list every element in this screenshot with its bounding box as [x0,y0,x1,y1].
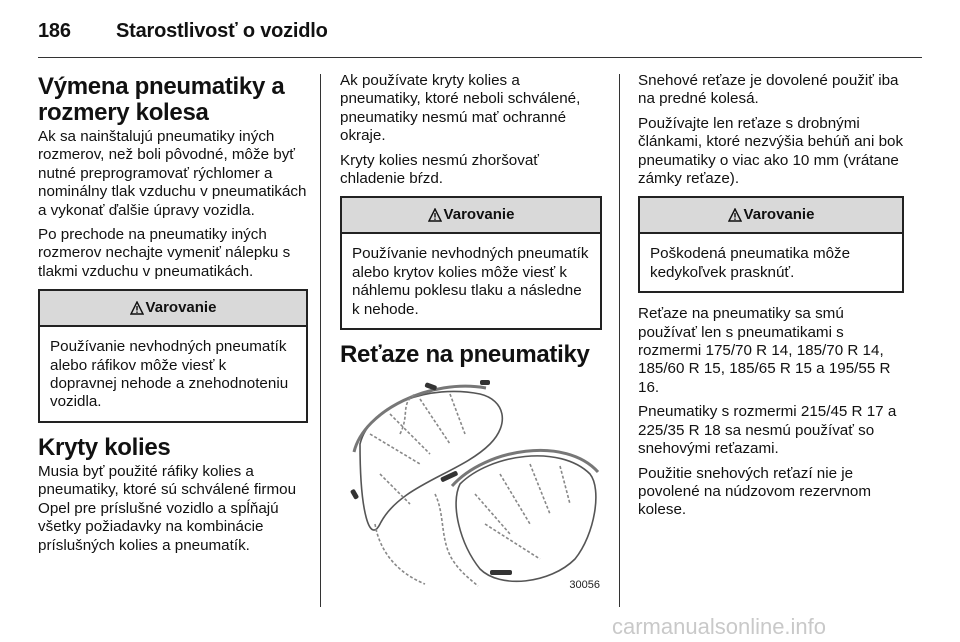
warning-triangle-icon [130,301,144,315]
paragraph: Snehové reťaze je dovolené použiť iba na predné kolesá. [638,72,899,108]
section-heading-snow-chains: Reťaze na pneumatiky [340,341,590,369]
header-rule [38,57,922,58]
page-header [38,16,328,46]
section-heading-wheel-covers: Kryty kolies [38,433,171,461]
warning-text: Poškodená pneumatika môže kedykoľvek prasknúť. [650,245,851,281]
column-1 [38,72,308,561]
warning-title: Varovanie [145,299,217,317]
column-3 [638,72,904,526]
paragraph: Reťaze na pneumatiky sa smú používať len s pneumatikami s rozmermi 175/70 R 14, 185/70 R 14, 185/60 R 15, 185/65 R 15 a 195/55 R 16. [638,305,891,396]
figure-number: 30056 [569,578,600,591]
warning-triangle-icon [428,208,442,222]
warning-title: Varovanie [443,206,515,224]
section-heading-tire-change: Výmena pneumatiky a rozmery kolesa [38,73,285,126]
warning-text: Používanie nevhodných pneumatík alebo krytov kolies môže viesť k náhlemu poklesu tlaku a následne k nehode. [352,245,589,318]
snow-chain-illustration [340,374,602,596]
paragraph: Používajte len reťaze s drobnými článkami, ktoré nezvýšia behúň ani bok pneumatiky o viac ako 10 mm (vrátane zámky reťaze). [638,114,904,188]
warning-box [38,289,308,423]
warning-header [40,291,306,327]
warning-text: Používanie nevhodných pneumatík alebo ráfikov môže viesť k dopravnej nehode a znehodnoteniu vozidla. [50,338,289,411]
paragraph: Kryty kolies nesmú zhoršovať chladenie bŕzd. [340,151,539,188]
warning-triangle-icon [728,208,742,222]
warning-header [342,198,600,234]
paragraph: Použitie snehových reťazí nie je povolené na núdzovom rezervnom kolese. [638,464,872,519]
paragraph: Po prechode na pneumatiky iných rozmerov nechajte vymeniť nálepku s tlakmi vzduchu v pneumatikách. [38,226,291,280]
column-divider-1 [320,74,321,607]
watermark: carmanualsonline.info [612,614,827,639]
column-divider-2 [619,74,620,607]
page-number: 186 [38,19,71,42]
paragraph: Musia byť použité ráfiky kolies a pneumatiky, ktoré sú schválené firmou Opel pre príslušné vozidlo a spĺňajú všetky požiadavky na kombinácie príslušných kolies a pneumatík. [38,462,297,554]
column-2 [340,72,602,596]
snow-chain-drawing [340,374,602,596]
warning-box [340,196,602,330]
chapter-title: Starostlivosť o vozidlo [116,19,328,42]
warning-box [638,196,904,293]
paragraph: Pneumatiky s rozmermi 215/45 R 17 a 225/35 R 18 sa nesmú používať so snehovými reťazami. [638,403,897,458]
paragraph: Ak sa nainštalujú pneumatiky iných rozmerov, než boli pôvodné, môže byť nutné preprogramovať rýchlomer a nominálny tlak vzduchu v pneumatikách a vykonať ďalšie úpravy vozidla. [38,128,307,219]
paragraph: Ak používate kryty kolies a pneumatiky, ktoré neboli schválené, pneumatiky nesmú mať ochranné okraje. [340,72,581,145]
warning-title: Varovanie [743,206,815,224]
warning-header [640,198,902,234]
